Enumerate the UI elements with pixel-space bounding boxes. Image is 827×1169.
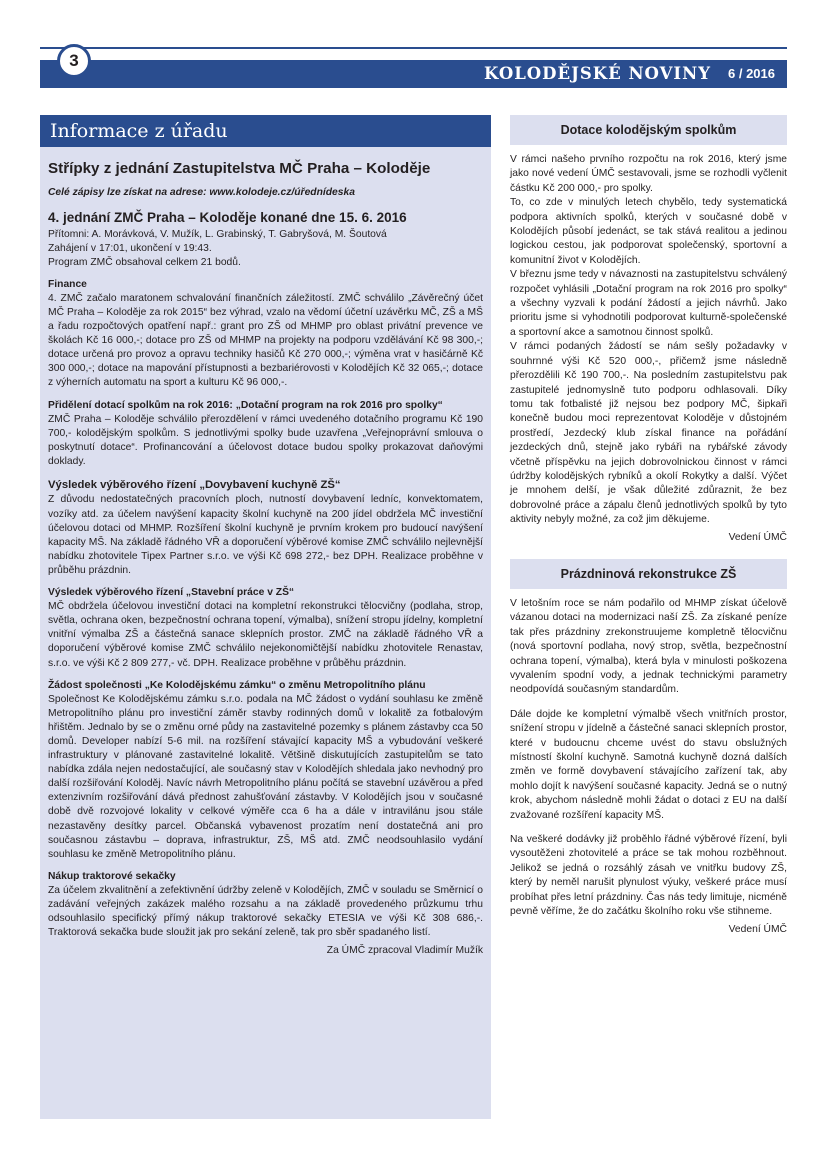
office-info-column: [40, 115, 491, 1119]
section-text-construction: MČ obdržela účelovou investiční dotaci na kompletní rekonstrukci tělocvičny (podlaha, strop, světla, ochrana oken, bezpečnostní ochrana topení, výmalba), snížení stropu jídelny, kompletní vnitřní výmalba ZŠ a částečná sanace sklepních prostor. ZMČ na základě řádného VŘ a doporučení výběrové komise ZMČ schválilo nejekonomičtější nabídku zhotovitele Renastav, s.r.o. ve výši Kč 2 809 277,- vč. DPH. Realizace proběhne v průběhu prázdnin.: [48, 601, 483, 669]
section-heading-finance: Finance: [48, 278, 87, 290]
meeting-title: 4. jednání ZMČ Praha – Koloděje konané dne 15. 6. 2016: [48, 210, 407, 226]
section-heading-mower: Nákup traktorové sekačky: [48, 870, 176, 882]
article-signature: Za ÚMČ zpracoval Vladimír Mužík: [326, 945, 483, 957]
records-note: Celé zápisy lze získat na adrese: www.kolodeje.cz/úřednídeska: [48, 187, 355, 199]
section-text-zoning: Společnost Ke Kolodějskému zámku s.r.o. podala na MČ žádost o vydání souhlasu ke změně Metropolitního plánu pro investiční záměr stavby rodinných domů v lokalitě za fotbalovým hřištěm. Jednalo by se o změnu orné půdy na zastavitelné pozemky s plánem zástavby cca 50 domů. Developer nabízí 5-6 mil. na rozšíření stávající kapacity MŠ a vybudování veškeré infrastruktury v plánované zastavitelné lokalitě. Většině diskutujících zastupitelům se tato nabídka zdála nejen nedostačující, ale současný stav v Kolodějích shledala jako nevhodný pro další rozšiřování Koloděj. Navíc návrh Metropolitního plánu počítá se stavební uzávěrou a před extenzivním rozšiřování dává přednost zahušťování zástavby. V Kolodějích jsou v současné době dvě rozvojové lokality v celkové výměře cca 6 ha a dále v intravilánu jsou stále nezastavěny desítky parcel. Občanská vybavenost prozatím není dostatečná ani pro současnou zástavbu – doprava, infrastruktur, ZŠ, MŠ atd. ZMČ neodsouhlasilo vydání souhlasu ke změně Metropolitního plánu.: [48, 693, 483, 860]
grants-paragraph: V rámci našeho prvního rozpočtu na rok 2016, který jsme jako nové vedení ÚMČ sestavovali, jsme se rozhodli vyčlenit částku Kč 200 000,- pro spolky.: [510, 154, 787, 194]
renovation-paragraph: V letošním roce se nám podařilo od MHMP získat účelově vázanou dotaci na modernizaci naší ZŠ. Za získané peníze tak přes prázdniny zrekonstruujeme kompletně tělocvičnu (nová sportovní podlaha, nový strop, světla, bezpečnostní ochrana topení, výmalba), která byla v minulosti poškozena vyvalením spodní vody, a jednak technickými parametry neodpovídá současným standardům.: [510, 597, 787, 696]
grants-box-title: Dotace kolodějským spolkům: [510, 115, 787, 145]
section-text-kitchen: Z důvodu nedostatečných pracovních ploch, nutností dovybavení ledníc, konvektomatem, vozíky atd. za účelem navýšení kapacity školní kuchyně na 200 jídel obdržela MČ investiční účelovou dotaci od MHMP. Rozšíření školní kuchyně je prvním krokem pro budoucí navýšení kapacity MŠ. Na základě řádného VŘ a doporučení výběrové komise ZMČ schválilo nejlevnější nabídku zhotovitele Tipex Partner s.r.o. ve výši Kč 698 272,- bez DPH. Realizace proběhne v průběhu prázdnin.: [48, 494, 483, 576]
grants-signature: Vedení ÚMČ: [728, 531, 787, 543]
right-column: [510, 115, 787, 937]
section-heading-zoning: Žádost společnosti „Ke Kolodějskému zámku“ o změnu Metropolitního plánu: [48, 679, 426, 691]
header-rule: [40, 47, 787, 49]
renovation-article: [510, 589, 787, 937]
meeting-times: Zahájení v 17:01, ukončení v 19:43.: [48, 242, 212, 254]
section-heading-construction: Výsledek výběrového řízení „Stavební práce v ZŠ“: [48, 587, 295, 599]
office-info-body: [40, 147, 491, 958]
renovation-signature: Vedení ÚMČ: [728, 923, 787, 935]
section-text-grants: ZMČ Praha – Koloděje schválilo přerozdělení v rámci uvedeného dotačního programu Kč 190 700,- kolodějským spolkům. S jednotlivými spolky bude uzavřena „Veřejnoprávní smlouva o poskytnutí dotace“. Profinancování a účelovost dotace budou spolky prokazovat daňovými doklady.: [48, 413, 483, 467]
article-headline: Střípky z jednání Zastupitelstva MČ Praha – Koloděje: [48, 160, 431, 177]
issue-number: 6 / 2016: [728, 66, 775, 81]
grants-paragraph: V březnu jsme tedy v návaznosti na zastupitelstvu schválený rozpočet vyhlásili „Dotační program na rok 2016 pro spolky“ a všechny vyzvali k podání žádostí a jejich návrhů. Jako prioritu jsme si vyhodnotili podporovat kulturně-společenské a sportovní akce a samotnou činnost spolků.: [510, 269, 787, 338]
section-text-finance: 4. ZMČ začalo maratonem schvalování finančních záležitostí. ZMČ schválilo „Závěrečný účet MČ Praha – Koloděje za rok 2015“ bez výhrad, vzalo na vědomí účetní uzávěrku MČ, ZŠ a MŠ a řadu rozpočtových opatření např.: grant pro ZŠ od MHMP pro oblast privátní prevence ve školách Kč 16 000,-; dotace pro ZŠ od MHMP na projekty na podporu vzdělávání Kč 98 300,-; dotace určená pro provoz a opravu techniky hasičů Kč 270 000,-; výměna vrat v hasičárně Kč 300 000,-; dotace na mapování přístupnosti a bezbariérovosti v Kolodějích Kč 32 065,-; dotace z výherních automatu na sport a kulturu Kč 96 000,-.: [48, 292, 483, 389]
program-count: Program ZMČ obsahoval celkem 21 bodů.: [48, 256, 241, 268]
section-heading-grants: Přidělení dotací spolkům na rok 2016: „Dotační program na rok 2016 pro spolky“: [48, 399, 443, 411]
grants-article: [510, 145, 787, 545]
grants-paragraph: To, co zde v minulých letech chybělo, tedy systematická podpora aktivních spolků, kterých v současné době v Kolodějích působí jedenáct, se tak stává realitou a jedinou logickou cestou, jak podporovat společenský, sportovní a komunitní život v Kolodějích.: [510, 197, 787, 266]
section-title: Informace z úřadu: [40, 115, 491, 147]
section-text-mower: Za účelem zkvalitnění a zefektivnění údržby zeleně v Kolodějích, ZMČ v souladu se Směrnicí o zadávání veřejných zakázek malého rozsahu a na základě provedeného průzkumu trhu odsouhlasilo specifický přímý nákup traktorové sekačky ETESIA ve výši Kč 308 686,-. Traktorová sekačka bude sloužit jak pro sekání zeleně, tak pro sběr spadaného listí.: [48, 884, 483, 939]
attendees: Přítomni: A. Morávková, V. Mužík, L. Grabinský, T. Gabryšová, M. Šoutová: [48, 228, 387, 240]
grants-paragraph: V rámci podaných žádostí se nám sešly požadavky v souhrnné výši Kč 520 000,-, přičemž jsme následně přerozdělili Kč 190 700,-. Na posledním zastupitelstvu pak zastupitelé jednomyslně tuto podporu odhlasovali. Díky tomu tak fotbalisté již nejsou bez podpory MČ, šipkaři konečně budou moci reprezentovat Koloděje v důstojném prostředí, Jezdecký klub získal finance na pořádání jezdeckých dnů, stejně jako rybáři na rybářské závody včetně příspěvku na jejich dobrovolnickou činnost v rámci údržby kolodějských rybníků a okolí Rokytky a další. Výčet je mnohem delší, je však důležité zdůraznit, že bez dobrovolné práce a zápalu členů jednotlivých spolků by tyto aktivity nebyly možné, za což jim děkujeme.: [510, 341, 787, 526]
section-heading-kitchen: Výsledek výběrového řízení „Dovybavení kuchyně ZŠ“: [48, 479, 341, 492]
renovation-paragraph: Na veškeré dodávky již proběhlo řádné výběrové řízení, byli vysoutěženi zhotovitelé a práce se tak mohou rozběhnout. Jelikož se jedná o rozsáhlý zásah ve vnitřku budovy ZŠ, který by neměl narušit plynulost výuky, veškeré práce musí probíhat přes letní prázdniny. Čas nás tedy limituje, nicméně pevně věříme, že do začátku školního roku vše stihneme.: [510, 834, 787, 918]
newspaper-title: KOLODĚJSKÉ NOVINY: [483, 64, 711, 83]
page-number: 3: [57, 44, 91, 78]
renovation-paragraph: Dále dojde ke kompletní výmalbě všech vnitřních prostor, snížení stropu v jídelně a částečné sanaci sklepních prostor, které v budoucnu chceme uvést do stavu obslužných místností školní kuchyně. Samotná kuchyně dozná dalších změn ve formě dovybavení stávajícího zařízení tak, aby mohlo dojít k navýšení současné kapacity. Jedná se o nutný krok, abychom následně mohli žádat o dotaci z EU na další zvažované rozšíření kapacity MŠ.: [510, 708, 787, 821]
renovation-box-title: Prázdninová rekonstrukce ZŠ: [510, 559, 787, 589]
